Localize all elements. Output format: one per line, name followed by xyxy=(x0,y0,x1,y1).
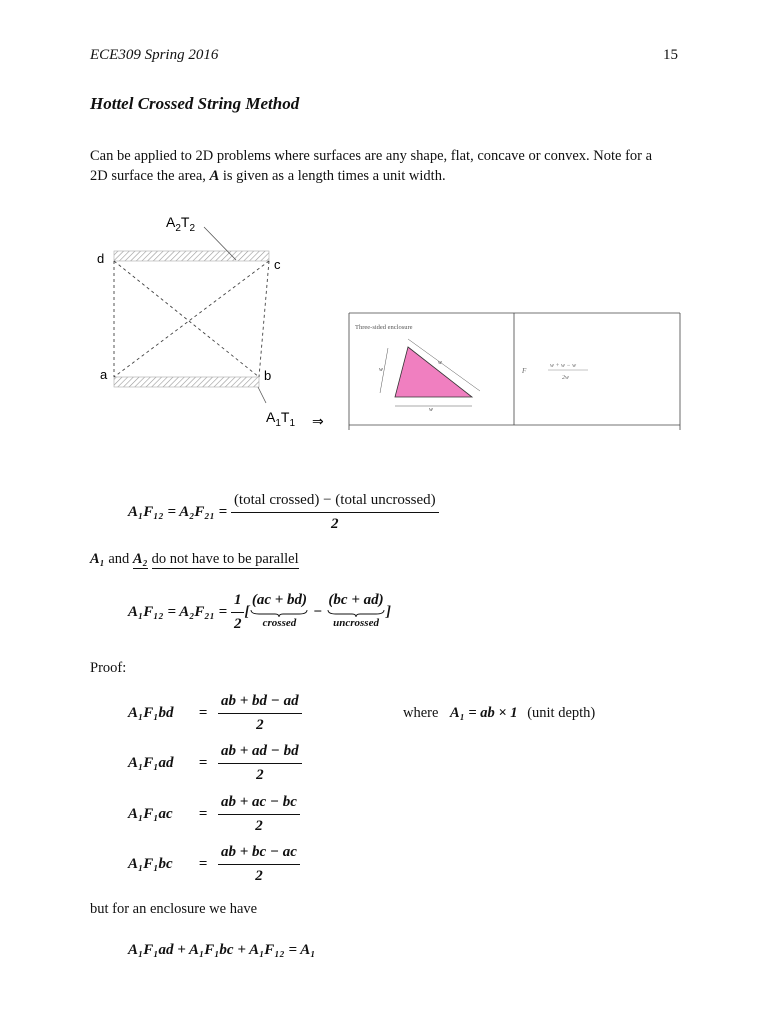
proof-eq-bd: A₁F₁bd = $\frac{ab + bd - ad}{2}$ xyxy=(128,693,302,734)
string-bd xyxy=(114,261,259,377)
equation-crossed-string: A₁F₁₂ = A₂F₂₁ = $\frac{\text{(total crossed) − (total uncrossed)}}{2}$ xyxy=(128,492,439,533)
corner-a: a xyxy=(100,367,108,382)
arrow-implies: ⇒ xyxy=(312,414,324,430)
uncrossed-label: uncrossed xyxy=(333,617,379,629)
intro-line-1: Can be applied to 2D problems where surfaces are any shape, flat, concave or convex. Note for a xyxy=(90,148,653,164)
header-course: ECE309 Spring 2016 xyxy=(90,47,219,63)
final-equation: A₁F₁ad + A₁F₁bc + A₁F₁₂ = A₁ xyxy=(128,942,316,958)
page-number: 15 xyxy=(663,47,678,63)
surface-a1 xyxy=(114,377,259,387)
var-A: A xyxy=(209,168,220,184)
parallel-note: A₁ and A₂ do not have to be parallel xyxy=(90,551,299,567)
svg-text:w: w xyxy=(429,407,434,413)
where-note: where A₁ = ab × 1 (unit depth) xyxy=(403,705,596,721)
svg-text:w: w xyxy=(379,367,384,373)
svg-text:w: w xyxy=(438,360,443,366)
proof-eq-bc: A₁F₁bc = $\frac{ab + bc - ac}{2}$ xyxy=(128,844,300,885)
label-a1t1: $A_1T_1$ xyxy=(266,409,296,429)
label-a2t2: $A_2T_2$ xyxy=(166,214,196,234)
crossed-string-diagram xyxy=(90,205,690,435)
inset-formula-num: w + w − w xyxy=(550,363,577,369)
surface-a2 xyxy=(114,251,269,261)
equation-crossed-uncrossed: A₁F₁₂ = A₂F₂₁ = $\frac{1}{2}$ [ (ac + bd) crossed − (bc + ad) uncrossed ] xyxy=(128,592,392,632)
corner-b: b xyxy=(264,368,272,383)
string-ac xyxy=(114,261,269,377)
enclosure-text: but for an enclosure we have xyxy=(90,901,258,917)
corner-c: c xyxy=(274,257,281,272)
three-sided-enclosure-inset xyxy=(349,313,680,430)
intro-paragraph xyxy=(90,146,690,186)
inset-formula-lhs: F xyxy=(522,367,527,375)
corner-d: d xyxy=(97,251,105,266)
intro-line-2: 2D surface the area, A is given as a length times a unit width. xyxy=(90,168,446,184)
crossed-label: crossed xyxy=(262,617,297,629)
inset-formula-den: 2w xyxy=(562,375,570,381)
pink-triangle xyxy=(395,347,472,397)
proof-eq-ad: A₁F₁ad = $\frac{ab + ad - bd}{2}$ xyxy=(128,743,302,784)
inset-title: Three-sided enclosure xyxy=(355,324,413,331)
string-bc xyxy=(259,261,269,377)
proof-label: Proof: xyxy=(90,660,127,676)
section-title: Hottel Crossed String Method xyxy=(90,94,300,113)
proof-eq-ac: A₁F₁ac = $\frac{ab + ac - bc}{2}$ xyxy=(128,794,300,835)
